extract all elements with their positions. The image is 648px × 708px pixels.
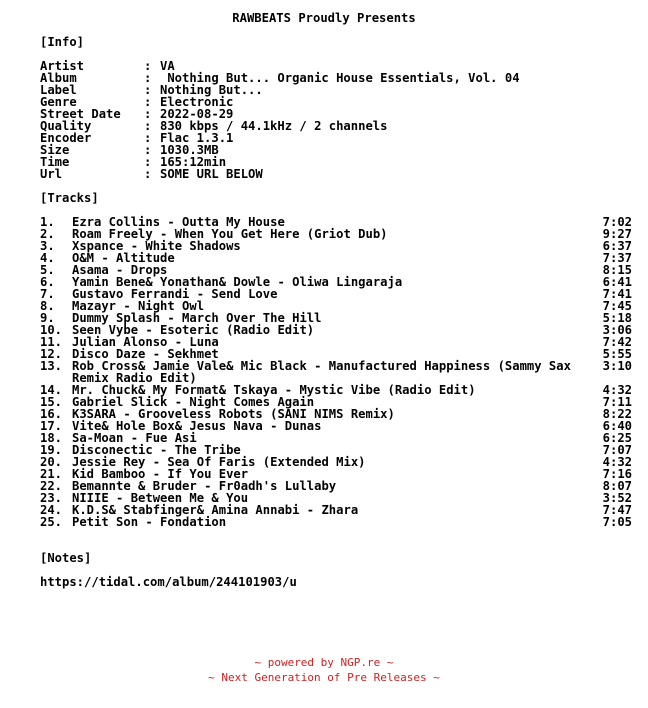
info-separator: : — [144, 59, 152, 73]
info-row — [40, 144, 640, 156]
track-time: 3:52 — [602, 491, 632, 505]
track-list — [40, 216, 640, 528]
track-number: 15. — [40, 395, 63, 409]
info-separator: : — [144, 119, 152, 133]
track-title: Julian Alonso - Luna — [72, 335, 219, 349]
info-row — [40, 168, 640, 180]
tracks-heading: [Tracks] — [40, 191, 99, 205]
track-title: Vite& Hole Box& Jesus Nava - Dunas — [72, 419, 322, 433]
track-time: 8:07 — [602, 479, 632, 493]
track-title: Roam Freely - When You Get Here (Griot Dub) — [72, 227, 388, 241]
track-number: 24. — [40, 503, 63, 517]
track-time: 6:41 — [602, 275, 632, 289]
track-title: Xspance - White Shadows — [72, 239, 241, 253]
track-number: 5. — [40, 263, 55, 277]
info-key: Album — [40, 71, 77, 85]
track-title: K3SARA - Grooveless Robots (SANI NIMS Remix) — [72, 407, 395, 421]
info-value: Nothing But... Organic House Essentials, Vol. 04 — [160, 71, 520, 85]
info-row — [40, 132, 640, 144]
info-value: 830 kbps / 44.1kHz / 2 channels — [160, 119, 388, 133]
release-header: RAWBEATS Proudly Presents — [232, 11, 416, 25]
track-number: 8. — [40, 299, 55, 313]
track-time: 5:18 — [602, 311, 632, 325]
track-row — [40, 516, 640, 528]
track-number: 22. — [40, 479, 63, 493]
info-separator: : — [144, 71, 152, 85]
info-separator: : — [144, 131, 152, 145]
track-title: Gabriel Slick - Night Comes Again — [72, 395, 315, 409]
track-time: 7:37 — [602, 251, 632, 265]
info-value: Flac 1.3.1 — [160, 131, 234, 145]
track-number: 21. — [40, 467, 63, 481]
track-title: Disco Daze - Sekhmet — [72, 347, 219, 361]
track-time: 4:32 — [602, 455, 632, 469]
track-number: 19. — [40, 443, 63, 457]
info-key: Url — [40, 167, 63, 181]
track-title: Rob Cross& Jamie Vale& Mic Black - Manufactured Happiness (Sammy Sax Remix Radio Edit) — [72, 359, 571, 385]
track-title: Petit Son - Fondation — [72, 515, 227, 529]
info-row — [40, 72, 640, 84]
track-number: 16. — [40, 407, 63, 421]
info-value: 165:12min — [160, 155, 227, 169]
track-time: 7:16 — [602, 467, 632, 481]
info-key: Encoder — [40, 131, 92, 145]
track-title: Mr. Chuck& My Format& Tskaya - Mystic Vibe (Radio Edit) — [72, 383, 476, 397]
track-number: 25. — [40, 515, 63, 529]
track-number: 2. — [40, 227, 55, 241]
track-number: 12. — [40, 347, 63, 361]
track-time: 7:47 — [602, 503, 632, 517]
track-number: 17. — [40, 419, 63, 433]
info-separator: : — [144, 143, 152, 157]
track-time: 3:06 — [602, 323, 632, 337]
info-key: Street Date — [40, 107, 121, 121]
notes-url: https://tidal.com/album/244101903/u — [40, 575, 297, 589]
track-number: 10. — [40, 323, 63, 337]
track-title: Yamin Bene& Yonathan& Dowle - Oliwa Lingaraja — [72, 275, 403, 289]
track-number: 20. — [40, 455, 63, 469]
track-number: 9. — [40, 311, 55, 325]
track-title: Disconectic - The Tribe — [72, 443, 241, 457]
footer-tagline: ~ Next Generation of Pre Releases ~ — [208, 671, 440, 684]
footer — [0, 655, 648, 685]
track-number: 18. — [40, 431, 63, 445]
track-title: NIIIE - Between Me & You — [72, 491, 249, 505]
track-number: 14. — [40, 383, 63, 397]
info-separator: : — [144, 107, 152, 121]
track-title: K.D.S& Stabfinger& Amina Annabi - Zhara — [72, 503, 359, 517]
info-value: Electronic — [160, 95, 234, 109]
track-title: Ezra Collins - Outta My House — [72, 215, 285, 229]
track-time: 7:02 — [602, 215, 632, 229]
track-number: 3. — [40, 239, 55, 253]
track-title: Gustavo Ferrandi - Send Love — [72, 287, 278, 301]
track-number: 11. — [40, 335, 63, 349]
info-separator: : — [144, 167, 152, 181]
footer-powered-by: ~ powered by NGP.re ~ — [254, 656, 394, 669]
track-title: Jessie Rey - Sea Of Faris (Extended Mix) — [72, 455, 366, 469]
track-time: 9:27 — [602, 227, 632, 241]
info-section — [40, 60, 640, 180]
track-title: Sa-Moan - Fue Asi — [72, 431, 197, 445]
track-time: 6:37 — [602, 239, 632, 253]
notes-heading: [Notes] — [40, 551, 92, 565]
track-time: 7:11 — [602, 395, 632, 409]
info-key: Artist — [40, 59, 85, 73]
track-number: 23. — [40, 491, 63, 505]
info-separator: : — [144, 155, 152, 169]
track-number: 7. — [40, 287, 55, 301]
track-time: 5:55 — [602, 347, 632, 361]
info-value: 1030.3MB — [160, 143, 219, 157]
track-number: 6. — [40, 275, 55, 289]
info-row — [40, 120, 640, 132]
info-key: Size — [40, 143, 70, 157]
track-title: Seen Vybe - Esoteric (Radio Edit) — [72, 323, 315, 337]
track-title: O&M - Altitude — [72, 251, 175, 265]
track-time: 7:07 — [602, 443, 632, 457]
track-number: 4. — [40, 251, 55, 265]
track-time: 8:22 — [602, 407, 632, 421]
track-title: Bemannte & Bruder - Fr0adh's Lullaby — [72, 479, 337, 493]
info-key: Label — [40, 83, 77, 97]
info-heading: [Info] — [40, 35, 85, 49]
info-value: SOME URL BELOW — [160, 167, 263, 181]
info-row — [40, 96, 640, 108]
track-time: 6:25 — [602, 431, 632, 445]
track-time: 7:45 — [602, 299, 632, 313]
track-number: 13. — [40, 359, 63, 373]
track-time: 4:32 — [602, 383, 632, 397]
track-number: 1. — [40, 215, 55, 229]
info-row — [40, 84, 640, 96]
track-time: 3:10 — [602, 359, 632, 373]
track-title: Asama - Drops — [72, 263, 168, 277]
info-key: Time — [40, 155, 70, 169]
track-time: 6:40 — [602, 419, 632, 433]
track-time: 8:15 — [602, 263, 632, 277]
info-separator: : — [144, 95, 152, 109]
info-value: Nothing But... — [160, 83, 263, 97]
info-key: Genre — [40, 95, 77, 109]
track-title: Mazayr - Night Owl — [72, 299, 205, 313]
info-separator: : — [144, 83, 152, 97]
track-title: Kid Bamboo - If You Ever — [72, 467, 249, 481]
info-value: VA — [160, 59, 175, 73]
info-row — [40, 156, 640, 168]
info-key: Quality — [40, 119, 92, 133]
track-time: 7:42 — [602, 335, 632, 349]
track-time: 7:41 — [602, 287, 632, 301]
nfo-document — [40, 36, 640, 588]
track-title: Dummy Splash - March Over The Hill — [72, 311, 322, 325]
info-value: 2022-08-29 — [160, 107, 234, 121]
track-time: 7:05 — [602, 515, 632, 529]
track-row — [40, 360, 640, 384]
